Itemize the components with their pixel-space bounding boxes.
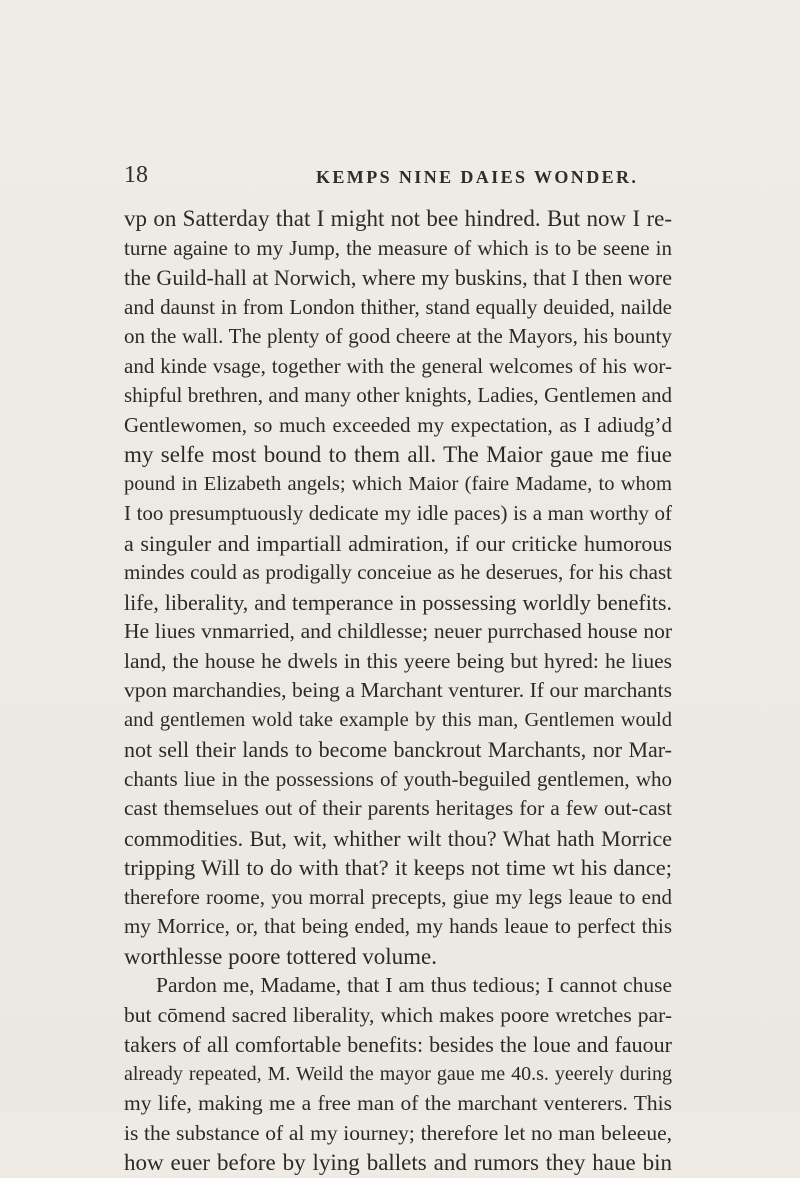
text-line: cast themselues out of their parents heritages for a few out-cast bbox=[124, 796, 672, 820]
text-line: how euer before by lying ballets and rumors they haue bin bbox=[124, 1150, 672, 1175]
text-line: but cōmend sacred liberality, which makes poore wretches par- bbox=[124, 1002, 672, 1027]
text-line: takers of all comfortable benefits: besides the loue and fauour bbox=[124, 1032, 672, 1057]
text-line: on the wall. The plenty of good cheere at the Mayors, his bounty bbox=[124, 324, 672, 348]
body-text bbox=[124, 204, 672, 1178]
text-line: already repeated, M. Weild the mayor gaue me 40.s. yeerely during bbox=[124, 1062, 672, 1085]
text-line: my life, making me a free man of the marchant venterers. This bbox=[124, 1091, 672, 1115]
text-line: Gentlewomen, so much exceeded my expectation, as I adiudg’d bbox=[124, 412, 672, 437]
text-line: vpon marchandies, being a Marchant venturer. If our marchants bbox=[124, 678, 672, 702]
text-line: Pardon me, Madame, that I am thus tedious; I cannot chuse bbox=[156, 973, 672, 997]
text-line: He liues vnmarried, and childlesse; neuer purrchased house nor bbox=[124, 619, 672, 643]
text-line: mindes could as prodigally conceiue as he deserues, for his chast bbox=[124, 560, 672, 584]
text-line: and kinde vsage, together with the general welcomes of his wor- bbox=[124, 353, 672, 378]
text-line: shipful brethren, and many other knights, Ladies, Gentlemen and bbox=[124, 383, 672, 407]
text-line: and gentlemen wold take example by this man, Gentlemen would bbox=[124, 708, 672, 731]
text-line: tripping Will to do with that? it keeps not time wt his dance; bbox=[124, 855, 672, 880]
text-line: not sell their lands to become banckrout Marchants, nor Mar- bbox=[124, 737, 672, 762]
text-line: is the substance of al my iourney; therefore let no man beleeue, bbox=[124, 1120, 672, 1145]
paragraph bbox=[124, 204, 672, 971]
text-line: commodities. But, wit, whither wilt thou? What hath Morrice bbox=[124, 825, 672, 851]
text-line: and daunst in from London thither, stand equally deuided, nailde bbox=[124, 294, 672, 319]
text-line: turne againe to my Jump, the measure of which is to be seene in bbox=[124, 235, 672, 260]
text-line: therefore roome, you morral precepts, giue my legs leaue to end bbox=[124, 884, 672, 909]
text-line: my Morrice, or, that being ended, my hands leaue to perfect this bbox=[124, 914, 672, 938]
text-line: chants liue in the possessions of youth-beguiled gentlemen, who bbox=[124, 766, 672, 791]
paragraph bbox=[124, 971, 672, 1178]
text-line: the Guild-hall at Norwich, where my buskins, that I then wore bbox=[124, 265, 672, 290]
text-line: a singuler and impartiall admiration, if our criticke humorous bbox=[124, 530, 672, 556]
text-line: life, liberality, and temperance in possessing worldly benefits. bbox=[124, 589, 672, 615]
text-line: my selfe most bound to them all. The Maior gaue me fiue bbox=[124, 442, 672, 467]
text-line: pound in Elizabeth angels; which Maior (faire Madame, to whom bbox=[124, 472, 672, 495]
text-line: I too presumptuously dedicate my idle paces) is a man worthy of bbox=[124, 501, 672, 525]
running-head bbox=[124, 162, 684, 192]
text-line: worthlesse poore tottered volume. bbox=[124, 943, 437, 969]
page-number: 18 bbox=[124, 162, 148, 188]
text-line: vp on Satterday that I might not bee hindred. But now I re- bbox=[124, 206, 672, 231]
running-title: KEMPS NINE DAIES WONDER. bbox=[316, 167, 639, 187]
text-line: land, the house he dwels in this yeere being but hyred: he liues bbox=[124, 648, 672, 673]
